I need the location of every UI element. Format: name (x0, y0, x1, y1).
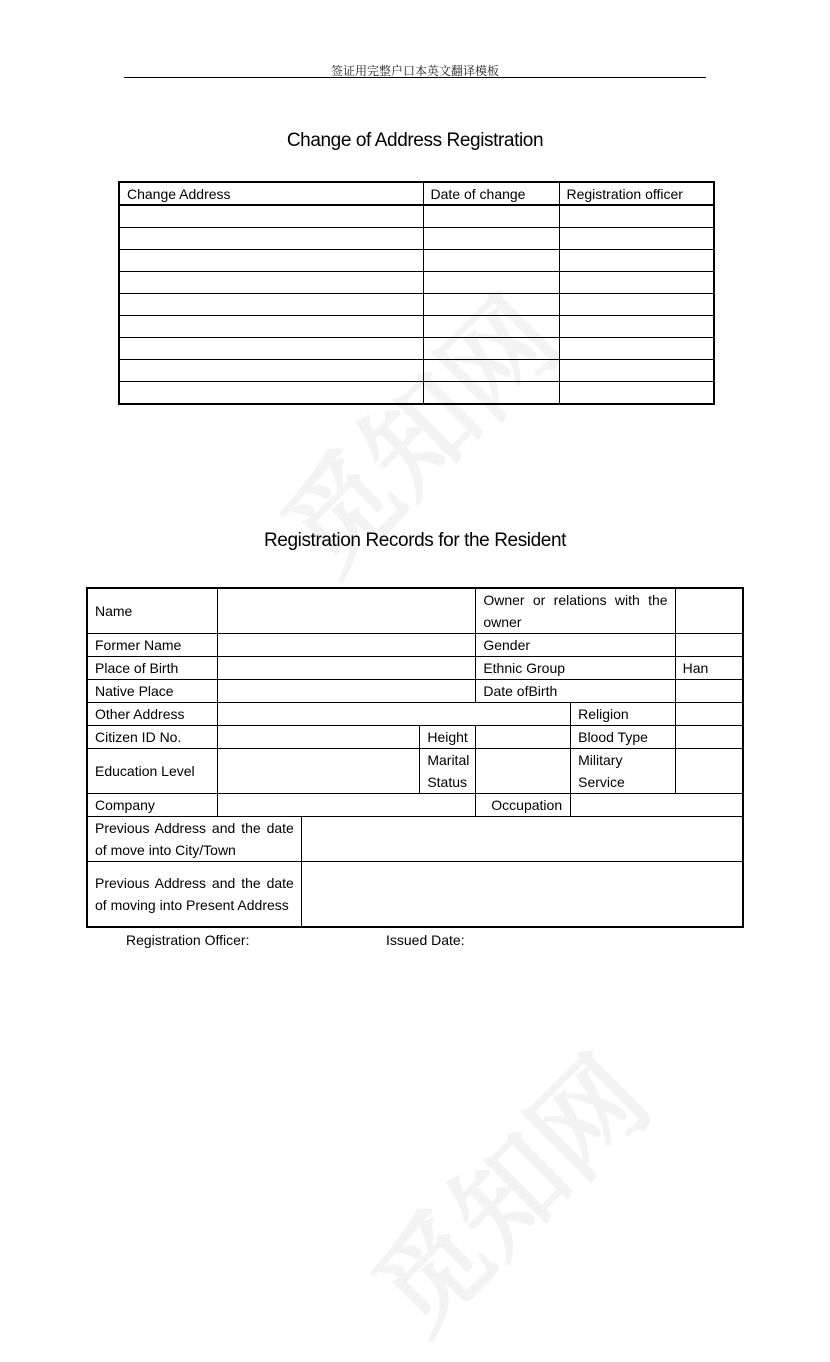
registration-officer-column-header: Registration officer (559, 182, 714, 205)
table-row (87, 862, 743, 928)
table-row (87, 817, 743, 862)
table-row (87, 749, 743, 794)
table-row (87, 726, 743, 749)
place-of-birth-label: Place of Birth (87, 657, 217, 680)
military-service-label: Military Service (571, 749, 676, 794)
date-of-change-cell[interactable] (423, 250, 559, 272)
change-address-cell[interactable] (119, 338, 423, 360)
table-row (119, 338, 714, 360)
height-value[interactable] (476, 726, 571, 749)
date-of-change-cell[interactable] (423, 228, 559, 250)
ethnic-group-value[interactable]: Han (675, 657, 743, 680)
citizen-id-label: Citizen ID No. (87, 726, 217, 749)
change-address-header-row (119, 182, 714, 205)
date-of-change-cell[interactable] (423, 382, 559, 405)
registration-officer-cell[interactable] (559, 272, 714, 294)
table-row (87, 657, 743, 680)
change-address-cell[interactable] (119, 228, 423, 250)
registration-officer-cell[interactable] (559, 338, 714, 360)
other-address-label: Other Address (87, 703, 217, 726)
date-of-birth-value[interactable] (675, 680, 743, 703)
ethnic-group-label: Ethnic Group (476, 657, 675, 680)
table-row (87, 703, 743, 726)
change-address-column-header: Change Address (119, 182, 423, 205)
native-place-value[interactable] (217, 680, 476, 703)
change-address-cell[interactable] (119, 294, 423, 316)
education-level-value[interactable] (217, 749, 420, 794)
issued-date-footer: Issued Date: (386, 932, 465, 948)
registration-officer-cell[interactable] (559, 205, 714, 228)
watermark-lower (332, 1016, 677, 1361)
religion-label: Religion (571, 703, 676, 726)
blood-type-value[interactable] (675, 726, 743, 749)
date-of-change-cell[interactable] (423, 360, 559, 382)
marital-status-value[interactable] (476, 749, 571, 794)
table-row (87, 588, 743, 634)
table-row (87, 680, 743, 703)
occupation-label: Occupation (476, 794, 571, 817)
education-level-label: Education Level (87, 749, 217, 794)
gender-label: Gender (476, 634, 675, 657)
former-name-value[interactable] (217, 634, 476, 657)
former-name-label: Former Name (87, 634, 217, 657)
name-value[interactable] (217, 588, 476, 634)
registration-officer-cell[interactable] (559, 228, 714, 250)
change-address-title: Change of Address Registration (286, 130, 544, 151)
change-address-cell[interactable] (119, 360, 423, 382)
change-address-cell[interactable] (119, 272, 423, 294)
registration-officer-footer: Registration Officer: (126, 932, 250, 948)
table-row (119, 272, 714, 294)
date-of-change-cell[interactable] (423, 272, 559, 294)
change-address-cell[interactable] (119, 316, 423, 338)
registration-officer-cell[interactable] (559, 360, 714, 382)
registration-officer-cell[interactable] (559, 250, 714, 272)
place-of-birth-value[interactable] (217, 657, 476, 680)
table-row (119, 382, 714, 405)
company-value[interactable] (217, 794, 476, 817)
date-of-change-cell[interactable] (423, 338, 559, 360)
marital-status-label: Marital Status (420, 749, 476, 794)
table-row (119, 294, 714, 316)
date-of-change-cell[interactable] (423, 294, 559, 316)
prev-address-city-value[interactable] (301, 817, 743, 862)
date-of-birth-label: Date ofBirth (476, 680, 675, 703)
owner-relation-label: Owner or relations with the owner (476, 588, 675, 634)
name-label: Name (87, 588, 217, 634)
prev-address-city-label: Previous Address and the date of move into City/Town (87, 817, 301, 862)
citizen-id-value[interactable] (217, 726, 420, 749)
change-address-cell[interactable] (119, 382, 423, 405)
table-row (119, 228, 714, 250)
owner-relation-value[interactable] (675, 588, 743, 634)
blood-type-label: Blood Type (571, 726, 676, 749)
change-address-rows (119, 205, 714, 404)
table-row (87, 634, 743, 657)
registration-officer-cell[interactable] (559, 294, 714, 316)
date-of-change-column-header: Date of change (423, 182, 559, 205)
header-rule (124, 77, 706, 78)
gender-value[interactable] (675, 634, 743, 657)
registration-officer-cell[interactable] (559, 382, 714, 405)
other-address-value[interactable] (217, 703, 570, 726)
religion-value[interactable] (675, 703, 743, 726)
occupation-value[interactable] (571, 794, 743, 817)
change-address-table (118, 181, 715, 405)
table-row (119, 250, 714, 272)
resident-records-title: Registration Records for the Resident (263, 530, 567, 551)
date-of-change-cell[interactable] (423, 316, 559, 338)
registration-officer-cell[interactable] (559, 316, 714, 338)
change-address-cell[interactable] (119, 250, 423, 272)
resident-records-table (86, 587, 744, 928)
date-of-change-cell[interactable] (423, 205, 559, 228)
table-row (119, 205, 714, 228)
table-row (87, 794, 743, 817)
native-place-label: Native Place (87, 680, 217, 703)
military-service-value[interactable] (675, 749, 743, 794)
page-header: 签证用完整户口本英文翻译模板 (330, 64, 499, 78)
height-label: Height (420, 726, 476, 749)
prev-address-present-label: Previous Address and the date of moving into Present Address (87, 862, 301, 928)
table-row (119, 360, 714, 382)
change-address-cell[interactable] (119, 205, 423, 228)
table-row (119, 316, 714, 338)
company-label: Company (87, 794, 217, 817)
prev-address-present-value[interactable] (301, 862, 743, 928)
